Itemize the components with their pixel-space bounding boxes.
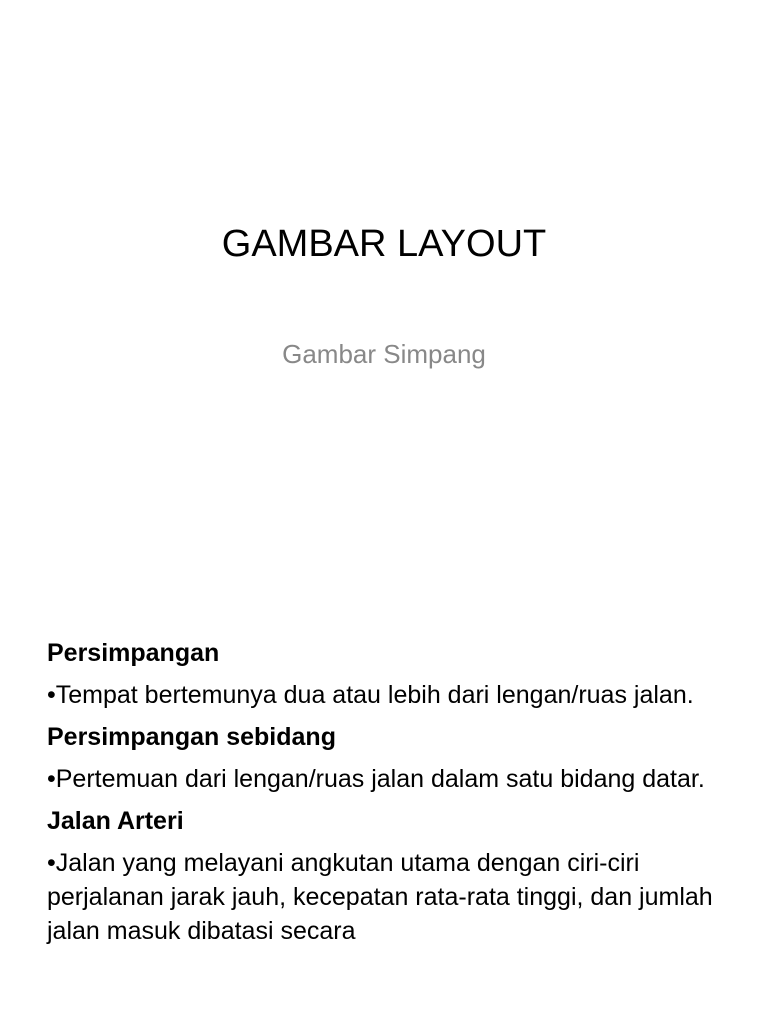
bullet-persimpangan: •Tempat bertemunya dua atau lebih dari lengan/ruas jalan.	[47, 681, 694, 709]
heading-persimpangan-sebidang: Persimpangan sebidang	[47, 723, 336, 751]
heading-persimpangan: Persimpangan	[47, 639, 220, 667]
definitions-list	[47, 636, 737, 956]
slide-title: GAMBAR LAYOUT	[221, 223, 547, 265]
bullet-persimpangan-sebidang: •Pertemuan dari lengan/ruas jalan dalam satu bidang datar.	[47, 765, 705, 793]
slide-subtitle: Gambar Simpang	[282, 339, 486, 369]
heading-jalan-arteri: Jalan Arteri	[47, 807, 184, 835]
bullet-jalan-arteri: •Jalan yang melayani angkutan utama dengan ciri-ciri perjalanan jarak jauh, kecepatan rata-rata tinggi, dan jumlah jalan masuk dibatasi secara	[47, 849, 713, 945]
